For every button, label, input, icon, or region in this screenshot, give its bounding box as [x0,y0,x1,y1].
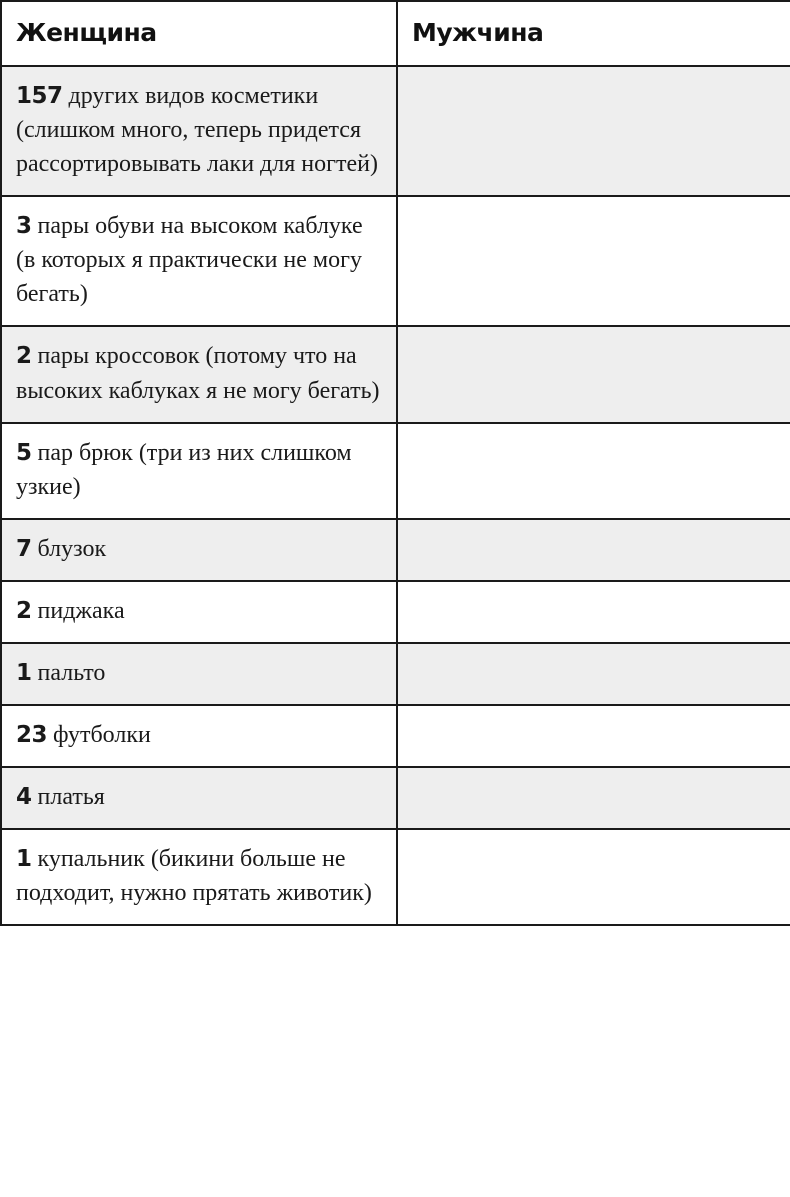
cell-women [1,66,397,196]
item-count: 157 [16,83,63,109]
cell-men [397,326,790,422]
item-count: 2 [16,597,32,624]
cell-men [397,829,790,925]
item-count: 3 [16,213,32,240]
table-row [1,519,790,581]
item-text: купальник (бикини больше не подходит, нужно прятать животик) [16,846,372,907]
empty-value [412,594,776,612]
empty-value [412,79,776,97]
empty-value [412,842,776,860]
cell-women [1,519,397,581]
empty-value [412,718,776,736]
cell-men [397,196,790,326]
cell-women [1,643,397,705]
item-text: пар брюк (три из них слишком узкие) [16,439,352,500]
empty-value [412,780,776,798]
cell-men [397,423,790,519]
item-count: 5 [16,439,32,466]
empty-value [412,436,776,454]
cell-women [1,829,397,925]
table-row [1,423,790,519]
cell-men [397,705,790,767]
table-row [1,643,790,705]
item-text: пары обуви на высоком каблуке (в которых я практически не могу бегать) [16,213,363,308]
item-count: 7 [16,535,32,562]
table-row [1,581,790,643]
table-row [1,196,790,326]
cell-women [1,581,397,643]
item-count: 23 [16,722,48,749]
item-text: пальто [31,659,106,686]
cell-women [1,767,397,829]
column-header-women: Женщина [1,1,397,66]
table-header [1,1,790,66]
item-count: 2 [16,343,32,370]
item-text: платья [31,784,105,811]
item-text: блузок [31,535,107,562]
empty-value [412,656,776,674]
item-count: 1 [16,846,32,873]
item-count: 1 [16,659,32,686]
cell-women [1,705,397,767]
cell-men [397,66,790,196]
item-text: пиджака [31,597,125,624]
table-header-row [1,1,790,66]
table-row [1,66,790,196]
cell-women [1,196,397,326]
item-text: футболки [47,722,151,749]
table-body [1,66,790,925]
table-row [1,705,790,767]
cell-women [1,326,397,422]
item-text: других видов косметики (слишком много, теперь придется рассортировывать лаки для ногтей) [16,83,378,178]
item-count: 4 [16,784,32,811]
item-text: пары кроссовок (потому что на высоких каблуках я не могу бегать) [16,343,380,404]
table-row [1,767,790,829]
table-row [1,326,790,422]
table-row [1,829,790,925]
cell-men [397,643,790,705]
empty-value [412,209,776,227]
empty-value [412,532,776,550]
cell-men [397,519,790,581]
cell-women [1,423,397,519]
empty-value [412,339,776,357]
cell-men [397,767,790,829]
column-header-men: Мужчина [397,1,790,66]
cell-men [397,581,790,643]
